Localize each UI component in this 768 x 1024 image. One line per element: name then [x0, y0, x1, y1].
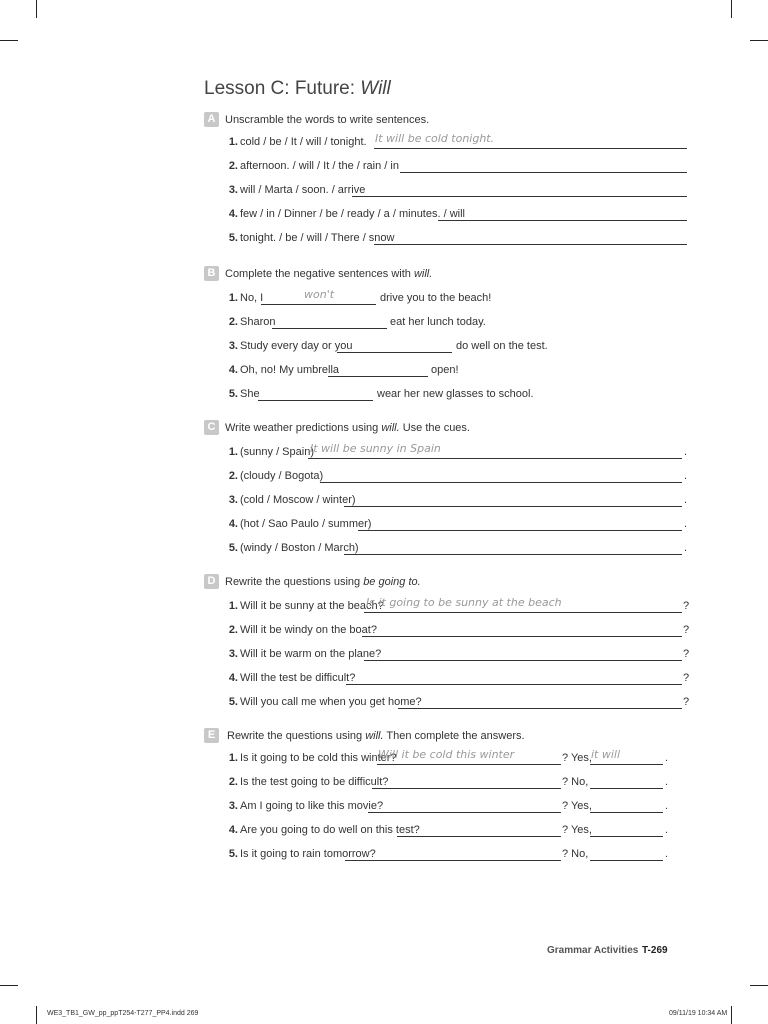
- item-number: 3.: [228, 340, 238, 352]
- item-number: 4.: [228, 824, 238, 836]
- item-end-punctuation: .: [684, 518, 688, 530]
- item-end-punctuation: .: [684, 470, 688, 482]
- instruction-italic: be going to.: [363, 576, 421, 588]
- reply-prompt: ? Yes,: [562, 752, 592, 764]
- item-number: 1.: [228, 292, 238, 304]
- section-instruction: [225, 268, 432, 280]
- item-continuation: eat her lunch today.: [390, 316, 486, 328]
- item-number: 5.: [228, 542, 238, 554]
- answer-blank[interactable]: [368, 812, 561, 813]
- item-prompt: Am I going to like this movie?: [240, 800, 384, 812]
- crop-mark: [750, 985, 768, 986]
- handwritten-reply: it will: [591, 748, 621, 761]
- section-badge: B: [204, 266, 219, 281]
- handwritten-answer: It will be sunny in Spain: [310, 442, 441, 455]
- item-prompt: Will it be sunny at the beach?: [240, 600, 384, 612]
- item-prompt: (cold / Moscow / winter): [240, 494, 356, 506]
- item-prompt: (windy / Boston / March): [240, 542, 359, 554]
- reply-blank[interactable]: [590, 788, 663, 789]
- item-end-punctuation: ?: [683, 672, 690, 684]
- item-prompt: Will it be warm on the plane?: [240, 648, 382, 660]
- instruction-text: Write weather predictions using: [225, 422, 382, 434]
- instruction-text: Complete the negative sentences with: [225, 268, 414, 280]
- title-italic: Will: [360, 78, 391, 99]
- answer-blank[interactable]: [345, 860, 561, 861]
- item-continuation: wear her new glasses to school.: [377, 388, 534, 400]
- item-prompt: Will you call me when you get home?: [240, 696, 422, 708]
- section-instruction: [225, 576, 421, 588]
- item-number: 5.: [228, 388, 238, 400]
- item-continuation: drive you to the beach!: [380, 292, 492, 304]
- answer-blank[interactable]: [337, 352, 452, 353]
- item-prompt: cold / be / It / will / tonight.: [240, 136, 367, 148]
- item-prompt: few / in / Dinner / be / ready / a / minutes. / will: [240, 208, 465, 220]
- handwritten-answer: It will be cold tonight.: [375, 132, 495, 145]
- item-prompt: Are you going to do well on this test?: [240, 824, 420, 836]
- handwritten-answer: Is it going to be sunny at the beach: [366, 596, 562, 609]
- instruction-tail: Use the cues.: [399, 422, 470, 434]
- instruction-text: Unscramble the words to write sentences.: [225, 114, 430, 126]
- section-instruction: [227, 730, 525, 742]
- item-prompt: She: [240, 388, 260, 400]
- item-end-punctuation: .: [665, 800, 669, 812]
- instruction-italic: will.: [365, 730, 384, 742]
- answer-blank[interactable]: [364, 660, 682, 661]
- handwritten-answer: won't: [304, 288, 335, 301]
- item-prompt: (sunny / Spain): [240, 446, 314, 458]
- reply-blank[interactable]: [590, 812, 663, 813]
- item-prompt: Is the test going to be difficult?: [240, 776, 389, 788]
- crop-mark: [731, 0, 732, 18]
- item-number: 2.: [228, 316, 238, 328]
- section-badge: D: [204, 574, 219, 589]
- reply-prompt: ? Yes,: [562, 824, 592, 836]
- item-prompt: Is it going to be cold this winter?: [240, 752, 397, 764]
- item-number: 3.: [228, 648, 238, 660]
- item-number: 2.: [228, 776, 238, 788]
- item-end-punctuation: ?: [683, 648, 690, 660]
- reply-prompt: ? No,: [562, 776, 589, 788]
- item-continuation: do well on the test.: [456, 340, 548, 352]
- answer-blank[interactable]: [320, 482, 682, 483]
- item-end-punctuation: .: [684, 542, 688, 554]
- page-number: T-269: [642, 945, 668, 956]
- handwritten-answer: Will it be cold this winter: [378, 748, 515, 761]
- answer-blank[interactable]: [352, 196, 687, 197]
- section-badge: A: [204, 112, 219, 127]
- item-number: 2.: [228, 624, 238, 636]
- item-end-punctuation: .: [665, 848, 669, 860]
- section-badge: C: [204, 420, 219, 435]
- answer-blank[interactable]: [358, 530, 682, 531]
- answer-blank[interactable]: [364, 612, 682, 613]
- item-number: 1.: [228, 446, 238, 458]
- reply-prompt: ? No,: [562, 848, 589, 860]
- item-number: 1.: [228, 752, 238, 764]
- section-instruction: [225, 114, 429, 126]
- instruction-italic: will.: [381, 422, 400, 434]
- item-prompt: Will it be windy on the boat?: [240, 624, 377, 636]
- item-end-punctuation: .: [665, 752, 669, 764]
- answer-blank[interactable]: [272, 328, 387, 329]
- item-number: 3.: [228, 800, 238, 812]
- item-end-punctuation: ?: [683, 600, 690, 612]
- reply-blank[interactable]: [590, 764, 663, 765]
- crop-mark: [0, 40, 18, 41]
- item-number: 5.: [228, 848, 238, 860]
- answer-blank[interactable]: [372, 788, 561, 789]
- item-prompt: Is it going to rain tomorrow?: [240, 848, 376, 860]
- item-prompt: Study every day or you: [240, 340, 353, 352]
- instruction-italic: will.: [413, 268, 433, 280]
- answer-blank[interactable]: [308, 458, 682, 459]
- answer-blank[interactable]: [374, 244, 687, 245]
- item-prompt: No, I: [240, 292, 264, 304]
- footer-section-label: Grammar Activities: [547, 945, 639, 956]
- answer-blank[interactable]: [362, 636, 682, 637]
- instruction-text: Rewrite the questions using: [227, 730, 366, 742]
- page-title: [204, 78, 391, 100]
- item-continuation: open!: [431, 364, 459, 376]
- answer-blank[interactable]: [344, 554, 682, 555]
- item-end-punctuation: .: [684, 494, 688, 506]
- reply-blank[interactable]: [590, 860, 663, 861]
- answer-blank[interactable]: [397, 836, 561, 837]
- answer-blank[interactable]: [328, 376, 428, 377]
- item-end-punctuation: .: [665, 824, 669, 836]
- item-number: 2.: [228, 470, 238, 482]
- crop-mark: [36, 1006, 37, 1024]
- title-text: Lesson C: Future:: [204, 78, 361, 99]
- item-end-punctuation: ?: [683, 696, 690, 708]
- item-prompt: (hot / Sao Paulo / summer): [240, 518, 372, 530]
- crop-mark: [36, 0, 37, 18]
- item-prompt: tonight. / be / will / There / snow: [240, 232, 395, 244]
- reply-blank[interactable]: [590, 836, 663, 837]
- item-prompt: (cloudy / Bogota): [240, 470, 324, 482]
- answer-blank[interactable]: [398, 708, 682, 709]
- instruction-text: Rewrite the questions using: [225, 576, 364, 588]
- item-end-punctuation: ?: [683, 624, 690, 636]
- answer-blank[interactable]: [346, 684, 682, 685]
- answer-blank[interactable]: [258, 400, 373, 401]
- answer-blank[interactable]: [261, 304, 376, 305]
- answer-blank[interactable]: [374, 148, 687, 149]
- answer-blank[interactable]: [400, 172, 687, 173]
- item-prompt: afternoon. / will / It / the / rain / in: [240, 160, 399, 172]
- item-number: 4.: [228, 518, 238, 530]
- item-number: 3.: [228, 184, 238, 196]
- item-number: 1.: [228, 136, 238, 148]
- item-prompt: Sharon: [240, 316, 276, 328]
- answer-blank[interactable]: [344, 506, 682, 507]
- item-number: 4.: [228, 208, 238, 220]
- item-number: 5.: [228, 696, 238, 708]
- item-number: 2.: [228, 160, 238, 172]
- item-number: 3.: [228, 494, 238, 506]
- crop-mark: [0, 985, 18, 986]
- answer-blank[interactable]: [377, 764, 561, 765]
- reply-prompt: ? Yes,: [562, 800, 592, 812]
- instruction-tail: Then complete the answers.: [383, 730, 525, 742]
- item-prompt: will / Marta / soon. / arrive: [240, 184, 366, 196]
- item-prompt: Oh, no! My umbrella: [240, 364, 340, 376]
- print-slug-date: 09/11/19 10:34 AM: [669, 1010, 728, 1017]
- answer-blank[interactable]: [438, 220, 687, 221]
- item-prompt: Will the test be difficult?: [240, 672, 356, 684]
- crop-mark: [750, 40, 768, 41]
- print-slug-file: WE3_TB1_GW_pp_ppT254-T277_PP4.indd 269: [47, 1010, 199, 1017]
- item-number: 5.: [228, 232, 238, 244]
- item-number: 1.: [228, 600, 238, 612]
- section-badge: E: [204, 728, 219, 743]
- item-number: 4.: [228, 672, 238, 684]
- item-end-punctuation: .: [684, 446, 688, 458]
- item-number: 4.: [228, 364, 238, 376]
- section-instruction: [225, 422, 470, 434]
- item-end-punctuation: .: [665, 776, 669, 788]
- crop-mark: [731, 1006, 732, 1024]
